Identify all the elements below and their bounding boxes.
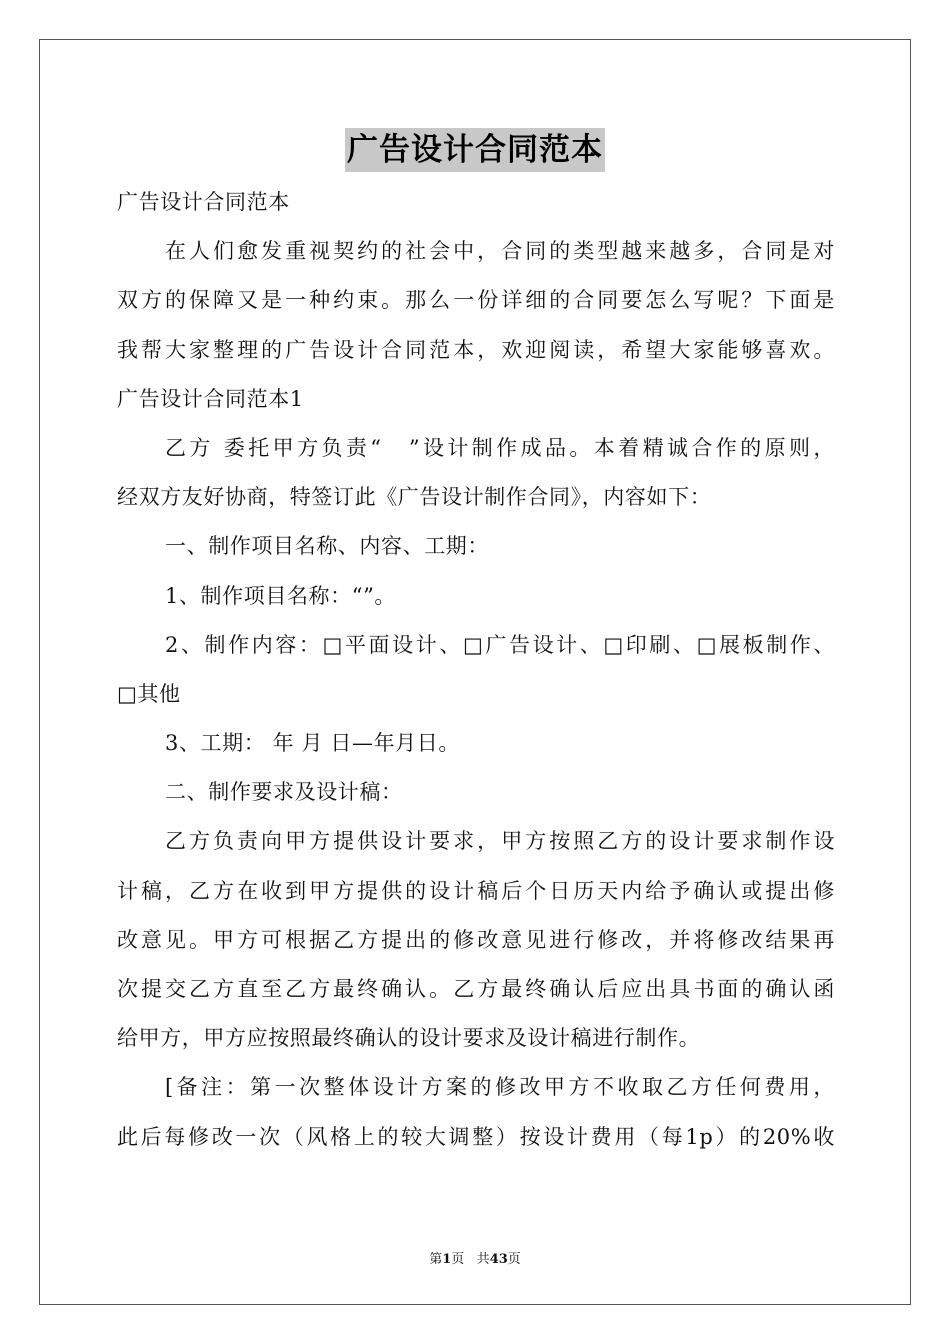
text-line: 3、工期： 年 月 日—年月日。 — [165, 731, 460, 756]
text-line: 改意见。甲方可根据乙方提出的修改意见进行修改，并将修改结果再 — [117, 927, 835, 952]
total-suffix: 页 — [507, 1252, 521, 1267]
text-line: □其他 — [117, 681, 181, 706]
text-line: 二、制作要求及设计稿： — [165, 780, 403, 805]
text-line: 经双方友好协商，特签订此《广告设计制作合同》，内容如下： — [117, 485, 712, 510]
text-line: 乙方 委托甲方负责“ ”设计制作成品。本着精诚合作的原则， — [165, 435, 835, 460]
page-prefix: 第 — [429, 1252, 443, 1267]
document-body — [117, 178, 835, 1162]
text-line: 双方的保障又是一种约束。那么一份详细的合同要怎么写呢？下面是 — [117, 288, 835, 313]
text-line: 计稿，乙方在收到甲方提供的设计稿后个日历天内给予确认或提出修 — [117, 878, 835, 903]
text-line: 在人们愈发重视契约的社会中，合同的类型越来越多，合同是对 — [165, 239, 835, 264]
text-line: 一、制作项目名称、内容、工期： — [165, 534, 489, 559]
text-line: 2、制作内容：□平面设计、□广告设计、□印刷、□展板制作、 — [165, 632, 835, 657]
text-line: 此后每修改一次（风格上的较大调整）按设计费用（每1p）的20%收 — [117, 1124, 835, 1149]
total-pages: 43 — [489, 1252, 508, 1267]
page-suffix: 页 — [451, 1252, 465, 1267]
text-line: 1、制作项目名称：“”。 — [165, 583, 397, 608]
text-line: 给甲方，甲方应按照最终确认的设计要求及设计稿进行制作。 — [117, 1026, 701, 1051]
page-footer — [0, 1248, 950, 1267]
text-line: 广告设计合同范本1 — [117, 386, 304, 411]
text-line: 次提交乙方直至乙方最终确认。乙方最终确认后应出具书面的确认函 — [117, 977, 835, 1001]
total-prefix: 共 — [476, 1252, 490, 1267]
document-title: 广告设计合同范本 — [345, 128, 605, 172]
title-container — [0, 128, 950, 172]
text-line: 乙方负责向甲方提供设计要求，甲方按照乙方的设计要求制作设 — [165, 829, 835, 854]
text-line: [备注：第一次整体设计方案的修改甲方不收取乙方任何费用， — [165, 1075, 835, 1100]
page-number: 1 — [442, 1252, 452, 1267]
text-line: 我帮大家整理的广告设计合同范本，欢迎阅读，希望大家能够喜欢。 — [117, 337, 835, 362]
text-line: 广告设计合同范本 — [117, 190, 290, 214]
